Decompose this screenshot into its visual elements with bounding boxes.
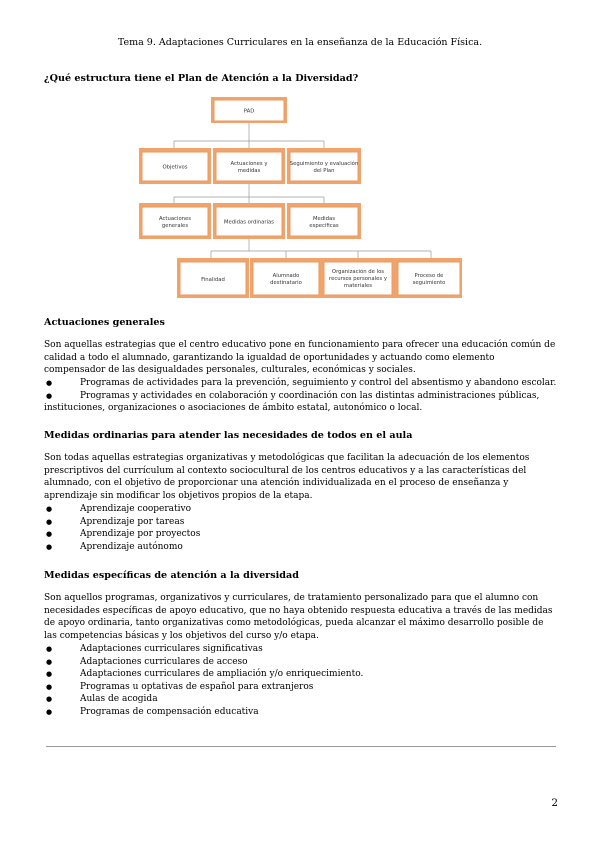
list-item: ● Aprendizaje cooperativo (44, 503, 558, 516)
list-ordinarias (44, 503, 558, 553)
paragraph-actuaciones: Son aquellas estrategias que el centro educativo pone en funcionamiento para ofrecer una educación común de calidad a todo el alumnado, garantizando la igualdad de oportunidades y actuando como elemento compensador de las desigualdades personales, culturales, económicas y sociales. (44, 340, 556, 376)
connector-level1-level2 (174, 183, 324, 204)
connector-level2-level3 (211, 238, 431, 259)
diagram-node-actuaciones-generales (139, 203, 211, 239)
list-especificas (44, 643, 558, 719)
list-actuaciones (44, 377, 558, 415)
pad-structure-diagram (136, 93, 462, 302)
list-item: ● Adaptaciones curriculares significativas (44, 643, 558, 656)
page-number: 2 (551, 797, 558, 809)
diagram-node-proceso (395, 258, 462, 298)
diagram-node-label: Actuaciones y medidas (230, 161, 268, 174)
diagram-node-medidas-especificas (287, 203, 361, 239)
diagram-node-label: Alumnado destinatario (270, 273, 302, 286)
section-heading-structure: ¿Qué estructura tiene el Plan de Atención a la Diversidad? (44, 73, 359, 84)
list-item: ● Aprendizaje autónomo (44, 541, 558, 554)
list-item: ● Programas de compensación educativa (44, 706, 558, 719)
diagram-node-label: Proceso de seguimiento (412, 273, 446, 286)
list-item: ● Programas de actividades para la prevención, seguimiento y control del absentismo y abandono escolar. (44, 377, 558, 390)
diagram-node-label: Objetivos (162, 164, 188, 171)
section-heading-actuaciones: Actuaciones generales (44, 317, 165, 328)
diagram-node-seguimiento-plan (287, 148, 361, 184)
list-item: ● Adaptaciones curriculares de acceso (44, 656, 558, 669)
diagram-node-root (211, 97, 287, 123)
page-header: Tema 9. Adaptaciones Curriculares en la enseñanza de la Educación Física. (117, 37, 483, 48)
diagram-node-label: Organización de los recursos personales y materiales (329, 269, 387, 289)
diagram-node-finalidad (177, 258, 249, 298)
diagram-node-label: Medidas específicas (309, 216, 339, 229)
diagram-node-medidas-ordinarias (213, 203, 285, 239)
footer-divider (46, 746, 556, 747)
diagram-node-alumnado (250, 258, 322, 298)
diagram-node-label: PAD (243, 108, 255, 115)
diagram-node-actuaciones-medidas (213, 148, 285, 184)
list-item: ● Adaptaciones curriculares de ampliación y/o enriquecimiento. (44, 668, 558, 681)
section-heading-ordinarias: Medidas ordinarias para atender las necesidades de todos en el aula (44, 430, 413, 441)
list-item: ● Programas u optativas de español para extranjeros (44, 681, 558, 694)
diagram-node-objetivos (139, 148, 211, 184)
connector-root-level1 (174, 121, 324, 149)
section-heading-especificas: Medidas específicas de atención a la diversidad (44, 570, 299, 581)
paragraph-ordinarias: Son todas aquellas estrategias organizativas y metodológicas que facilitan la adecuación de los elementos prescriptivos del currículum al contexto sociocultural de los centros educativos y a las características del alumnado, con el objetivo de proporcionar una atención individualizada en el proceso de enseñanza y aprendizaje sin modificar los objetivos propios de la etapa. (44, 453, 530, 501)
diagram-node-organizacion (321, 258, 395, 298)
diagram-node-label: Finalidad (201, 277, 225, 283)
list-item: ● Aprendizaje por tareas (44, 516, 558, 529)
list-item: ● Programas y actividades en colaboración y coordinación con las distintas administraciones públicas, instituciones, organizaciones o asociaciones de ámbito estatal, autonómico o local. (44, 390, 558, 415)
list-item: ● Aulas de acogida (44, 693, 558, 706)
diagram-node-label: Seguimiento y evaluación del Plan (289, 161, 359, 174)
diagram-node-label: Medidas ordinarias (223, 219, 275, 226)
list-item: ● Aprendizaje por proyectos (44, 528, 558, 541)
paragraph-especificas: Son aquellos programas, organizativos y curriculares, de tratamiento personalizado para que el alumno con necesidades específicas de apoyo educativo, que no haya obtenido respuesta educativa a través de las medidas de apoyo ordinaria, tanto organizativas como metodológicas, pueda alcanzar el máximo desarrollo posible de las competencias básicas y los objetivos del curso y/o etapa. (44, 593, 553, 641)
diagram-node-label: Actuaciones generales (158, 216, 192, 229)
